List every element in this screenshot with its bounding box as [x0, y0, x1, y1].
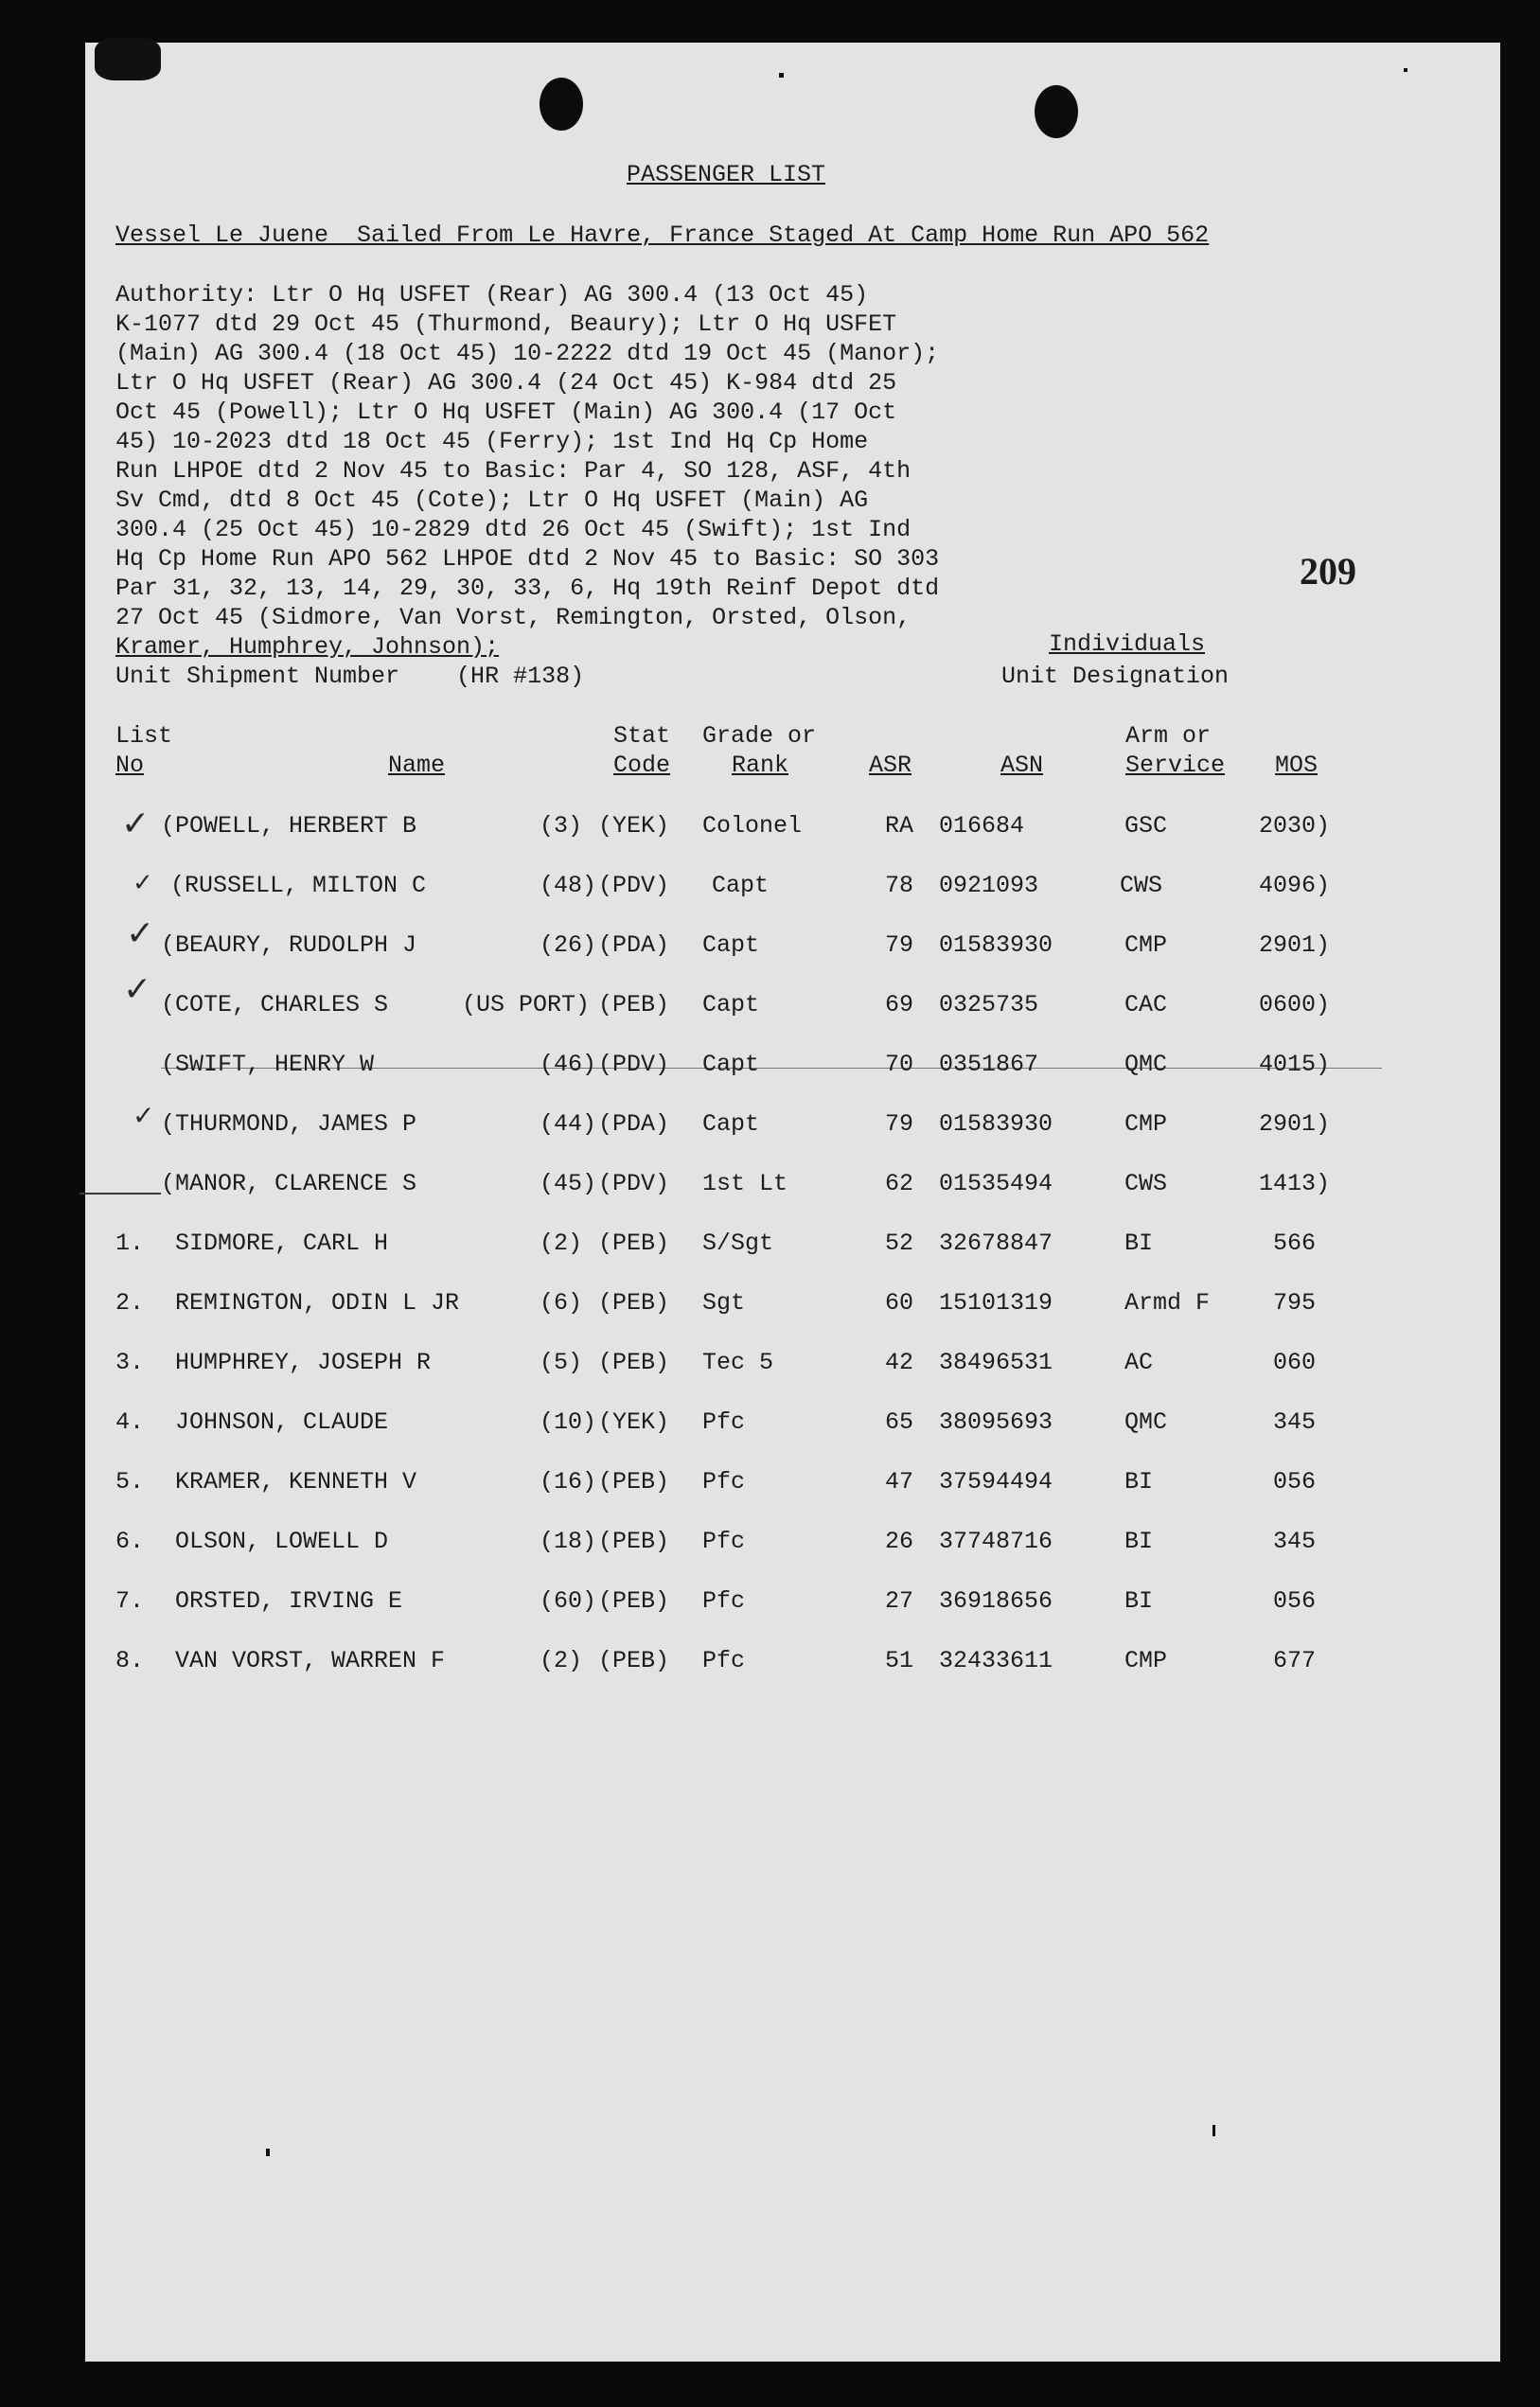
row-asr: 26 — [885, 1528, 914, 1555]
row-stat: (PEB) — [598, 1647, 670, 1674]
row-asr: 70 — [885, 1051, 914, 1078]
row-num: (10) — [540, 1408, 597, 1436]
row-grade: Pfc — [702, 1587, 746, 1615]
row-asn: 37594494 — [939, 1468, 1053, 1496]
col-grade: Grade or — [702, 722, 817, 750]
row-no: 1. — [115, 1230, 145, 1257]
authority-line: Kramer, Humphrey, Johnson); — [115, 633, 500, 661]
punch-hole-right — [1035, 85, 1078, 138]
col-asn: ASN — [1000, 752, 1044, 779]
row-num: (44) — [540, 1110, 597, 1138]
check-mark: ✓ — [133, 869, 153, 897]
row-grade: Capt — [712, 872, 770, 899]
row-grade: Capt — [702, 1051, 760, 1078]
row-grade: Tec 5 — [702, 1349, 774, 1376]
row-grade: Capt — [702, 931, 760, 959]
row-arm: CMP — [1124, 1110, 1168, 1138]
row-stat: (PEB) — [598, 1528, 670, 1555]
unit-designation-label: Unit Designation — [1001, 663, 1230, 690]
row-name: OLSON, LOWELL D — [175, 1528, 389, 1555]
row-num: (5) — [540, 1349, 583, 1376]
authority-line: Oct 45 (Powell); Ltr O Hq USFET (Main) AG 300.4 (17 Oct — [115, 398, 897, 426]
row-mos: 1413) — [1259, 1170, 1331, 1197]
row-asn: 38496531 — [939, 1349, 1053, 1376]
authority-line: 27 Oct 45 (Sidmore, Van Vorst, Remington, Orsted, Olson, — [115, 604, 912, 631]
row-arm: BI — [1124, 1528, 1154, 1555]
row-arm: CWS — [1120, 872, 1163, 899]
row-arm: CMP — [1124, 931, 1168, 959]
row-mos: 056 — [1273, 1587, 1317, 1615]
row-grade: Pfc — [702, 1647, 746, 1674]
row-asn: 016684 — [939, 812, 1025, 840]
row-mos: 795 — [1273, 1289, 1317, 1317]
row-mos: 677 — [1273, 1647, 1317, 1674]
authority-line: Authority: Ltr O Hq USFET (Rear) AG 300.4 (13 Oct 45) — [115, 281, 869, 309]
speck — [266, 2149, 270, 2156]
row-num: (46) — [540, 1051, 597, 1078]
row-num: (26) — [540, 931, 597, 959]
row-asn: 0325735 — [939, 991, 1039, 1018]
row-stat: (PDV) — [598, 1170, 670, 1197]
punch-hole-left — [540, 78, 583, 131]
row-name: REMINGTON, ODIN L JR — [175, 1289, 460, 1317]
authority-line: Par 31, 32, 13, 14, 29, 30, 33, 6, Hq 19th Reinf Depot dtd — [115, 575, 940, 602]
row-arm: GSC — [1124, 812, 1168, 840]
row-no: 3. — [115, 1349, 145, 1376]
row-mos: 566 — [1273, 1230, 1317, 1257]
col-asr: ASR — [869, 752, 912, 779]
row-grade: S/Sgt — [702, 1230, 774, 1257]
row-asn: 32678847 — [939, 1230, 1053, 1257]
row-name: (BEAURY, RUDOLPH J — [161, 931, 417, 959]
vessel-line: Vessel Le Juene Sailed From Le Havre, France Staged At Camp Home Run APO 562 — [115, 221, 1210, 249]
row-num: (2) — [540, 1230, 583, 1257]
check-mark: ✓ — [126, 914, 155, 953]
check-mark: ✓ — [123, 970, 152, 1009]
row-stat: (PDA) — [598, 931, 670, 959]
row-num: (18) — [540, 1528, 597, 1555]
row-asr: 42 — [885, 1349, 914, 1376]
check-mark: ✓ — [133, 1100, 155, 1131]
authority-line: Run LHPOE dtd 2 Nov 45 to Basic: Par 4, SO 128, ASF, 4th — [115, 457, 912, 485]
row-mos: 060 — [1273, 1349, 1317, 1376]
row-name: (POWELL, HERBERT B — [161, 812, 417, 840]
authority-line: 45) 10-2023 dtd 18 Oct 45 (Ferry); 1st Ind Hq Cp Home — [115, 428, 869, 455]
row-arm: BI — [1124, 1587, 1154, 1615]
speck — [1213, 2125, 1215, 2136]
row-arm: QMC — [1124, 1051, 1168, 1078]
row-asn: 36918656 — [939, 1587, 1053, 1615]
row-asn: 01583930 — [939, 1110, 1053, 1138]
row-name: KRAMER, KENNETH V — [175, 1468, 417, 1496]
authority-line: Sv Cmd, dtd 8 Oct 45 (Cote); Ltr O Hq USFET (Main) AG — [115, 487, 869, 514]
row-no: 6. — [115, 1528, 145, 1555]
row-stat: (PEB) — [598, 1587, 670, 1615]
row-no: 7. — [115, 1587, 145, 1615]
row-asn: 32433611 — [939, 1647, 1053, 1674]
col-list-no: List — [115, 722, 173, 750]
row-arm: AC — [1124, 1349, 1154, 1376]
authority-line: (Main) AG 300.4 (18 Oct 45) 10-2222 dtd 19 Oct 45 (Manor); — [115, 340, 940, 367]
row-stat: (PDV) — [598, 872, 670, 899]
col-stat: Code — [613, 752, 671, 779]
unit-designation-value: Individuals — [1049, 630, 1206, 658]
page-title: PASSENGER LIST — [627, 161, 826, 188]
row-asn: 0921093 — [939, 872, 1039, 899]
row-asr: 69 — [885, 991, 914, 1018]
col-grade: Rank — [732, 752, 789, 779]
row-stat: (PEB) — [598, 1230, 670, 1257]
row-no: 5. — [115, 1468, 145, 1496]
torn-corner — [95, 38, 161, 80]
row-asn: 01583930 — [939, 931, 1053, 959]
row-no: 4. — [115, 1408, 145, 1436]
speck — [779, 73, 784, 78]
row-grade: Sgt — [702, 1289, 746, 1317]
row-asr: 65 — [885, 1408, 914, 1436]
row-mos: 056 — [1273, 1468, 1317, 1496]
row-stat: (YEK) — [598, 1408, 670, 1436]
col-name: Name — [388, 752, 446, 779]
row-name: ORSTED, IRVING E — [175, 1587, 403, 1615]
row-grade: Pfc — [702, 1528, 746, 1555]
row-grade: Pfc — [702, 1408, 746, 1436]
row-num: (US PORT) — [462, 991, 591, 1018]
row-mos: 2030) — [1259, 812, 1331, 840]
row-mos: 345 — [1273, 1528, 1317, 1555]
row-stat: (PEB) — [598, 1349, 670, 1376]
authority-line: K-1077 dtd 29 Oct 45 (Thurmond, Beaury); Ltr O Hq USFET — [115, 310, 897, 338]
page-number-stamp: 209 — [1300, 550, 1356, 593]
col-stat: Stat — [613, 722, 671, 750]
row-arm: Armd F — [1124, 1289, 1211, 1317]
row-asr: 62 — [885, 1170, 914, 1197]
row-asn: 01535494 — [939, 1170, 1053, 1197]
row-num: (6) — [540, 1289, 583, 1317]
row-arm: BI — [1124, 1230, 1154, 1257]
speck — [1404, 68, 1407, 72]
row-arm: QMC — [1124, 1408, 1168, 1436]
row-grade: Capt — [702, 1110, 760, 1138]
row-stat: (PDA) — [598, 1110, 670, 1138]
row-mos: 4096) — [1259, 872, 1331, 899]
authority-line: Ltr O Hq USFET (Rear) AG 300.4 (24 Oct 45) K-984 dtd 25 — [115, 369, 897, 397]
row-asr: 79 — [885, 931, 914, 959]
row-asr: 79 — [885, 1110, 914, 1138]
row-asr: 60 — [885, 1289, 914, 1317]
row-grade: 1st Lt — [702, 1170, 788, 1197]
row-name: JOHNSON, CLAUDE — [175, 1408, 389, 1436]
row-stat: (PDV) — [598, 1051, 670, 1078]
row-asn: 38095693 — [939, 1408, 1053, 1436]
row-asr: 47 — [885, 1468, 914, 1496]
hand-dash — [80, 1193, 161, 1195]
row-asr: RA — [885, 812, 914, 840]
row-asr: 52 — [885, 1230, 914, 1257]
row-asn: 0351867 — [939, 1051, 1039, 1078]
row-asr: 78 — [885, 872, 914, 899]
row-name: (COTE, CHARLES S — [161, 991, 389, 1018]
col-mos: MOS — [1275, 752, 1319, 779]
row-name: (MANOR, CLARENCE S — [161, 1170, 417, 1197]
check-mark: ✓ — [121, 805, 150, 843]
row-grade: Capt — [702, 991, 760, 1018]
row-stat: (PEB) — [598, 1468, 670, 1496]
row-name: HUMPHREY, JOSEPH R — [175, 1349, 432, 1376]
col-arm: Service — [1125, 752, 1226, 779]
row-num: (3) — [540, 812, 583, 840]
row-name: (SWIFT, HENRY W — [161, 1051, 375, 1078]
row-arm: CMP — [1124, 1647, 1168, 1674]
row-name: (RUSSELL, MILTON C — [170, 872, 427, 899]
row-arm: CAC — [1124, 991, 1168, 1018]
row-name: SIDMORE, CARL H — [175, 1230, 389, 1257]
row-mos: 2901) — [1259, 931, 1331, 959]
row-no: 8. — [115, 1647, 145, 1674]
row-name: VAN VORST, WARREN F — [175, 1647, 446, 1674]
row-mos: 2901) — [1259, 1110, 1331, 1138]
authority-line: 300.4 (25 Oct 45) 10-2829 dtd 26 Oct 45 (Swift); 1st Ind — [115, 516, 912, 543]
row-num: (16) — [540, 1468, 597, 1496]
row-asr: 27 — [885, 1587, 914, 1615]
row-asr: 51 — [885, 1647, 914, 1674]
row-arm: BI — [1124, 1468, 1154, 1496]
row-no: 2. — [115, 1289, 145, 1317]
row-mos: 4015) — [1259, 1051, 1331, 1078]
row-stat: (PEB) — [598, 991, 670, 1018]
col-list-no: No — [115, 752, 145, 779]
unit-shipment-number: Unit Shipment Number (HR #138) — [115, 663, 585, 690]
row-grade: Pfc — [702, 1468, 746, 1496]
row-name: (THURMOND, JAMES P — [161, 1110, 417, 1138]
row-num: (2) — [540, 1647, 583, 1674]
row-asn: 15101319 — [939, 1289, 1053, 1317]
col-arm: Arm or — [1125, 722, 1212, 750]
row-num: (48) — [540, 872, 597, 899]
row-num: (45) — [540, 1170, 597, 1197]
row-stat: (YEK) — [598, 812, 670, 840]
row-asn: 37748716 — [939, 1528, 1053, 1555]
row-arm: CWS — [1124, 1170, 1168, 1197]
row-num: (60) — [540, 1587, 597, 1615]
row-mos: 345 — [1273, 1408, 1317, 1436]
row-mos: 0600) — [1259, 991, 1331, 1018]
row-stat: (PEB) — [598, 1289, 670, 1317]
authority-line: Hq Cp Home Run APO 562 LHPOE dtd 2 Nov 45 to Basic: SO 303 — [115, 545, 940, 573]
row-grade: Colonel — [702, 812, 803, 840]
